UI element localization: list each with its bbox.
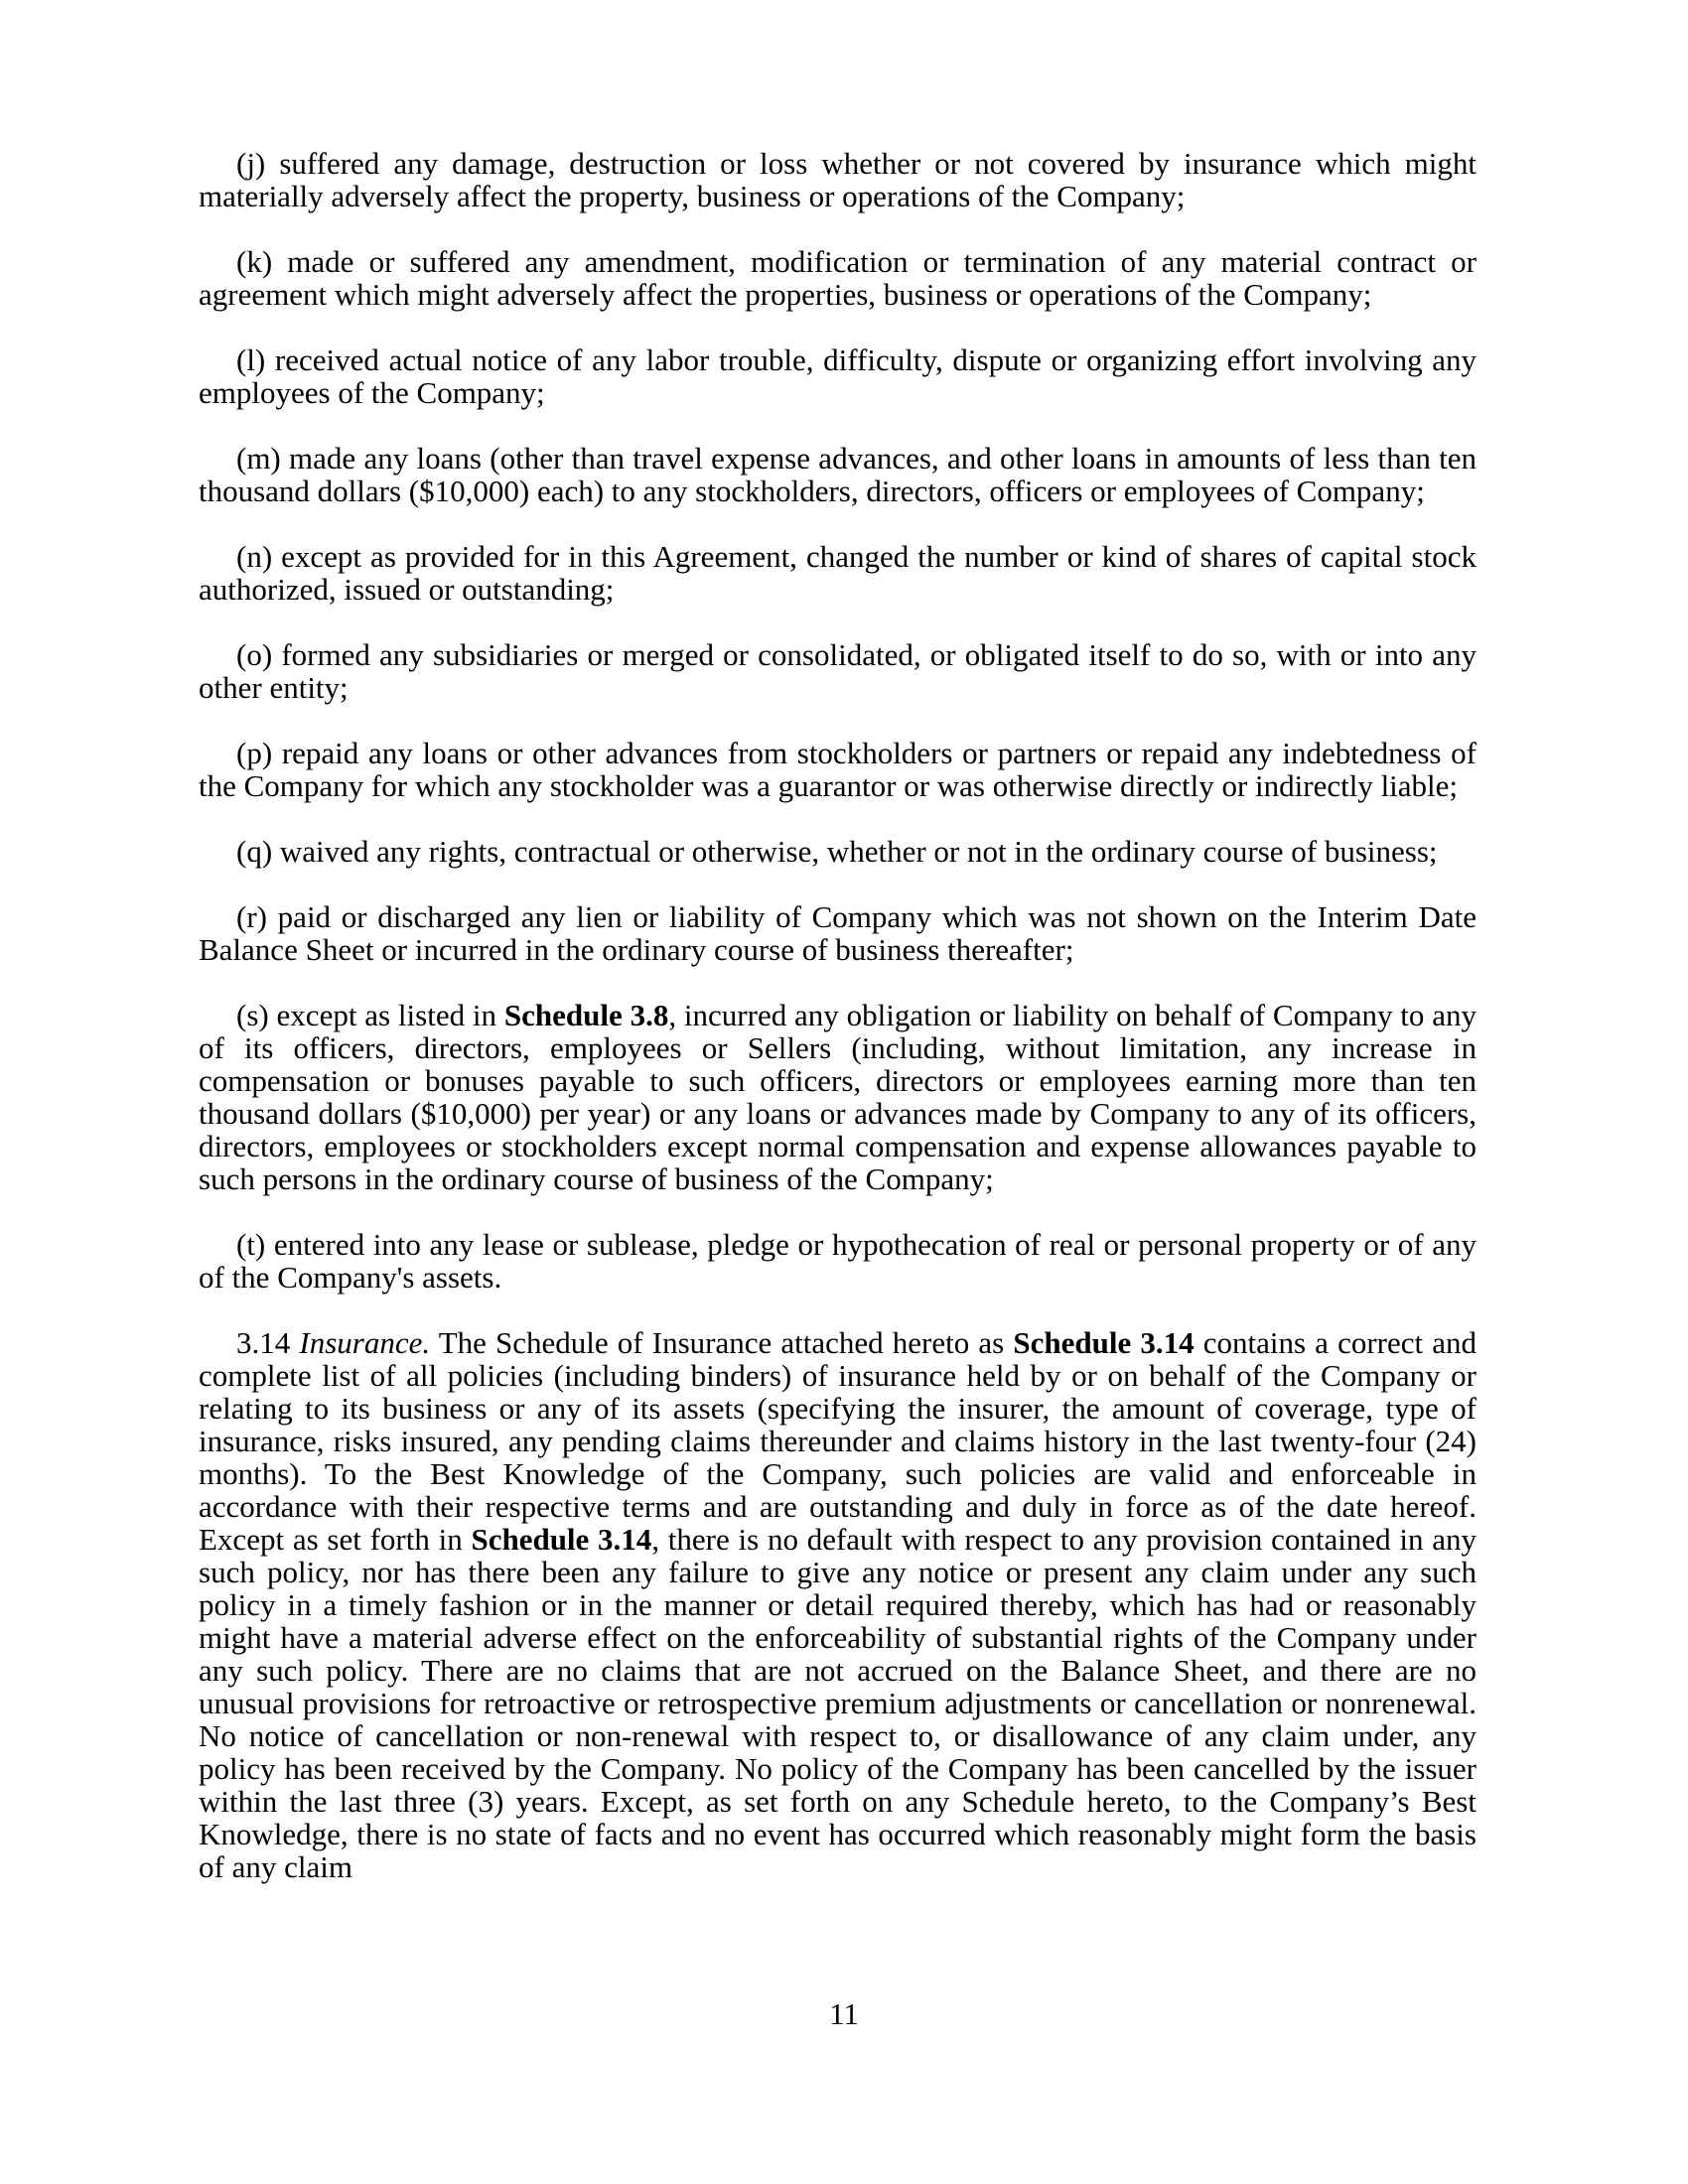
paragraph-j: (j) suffered any damage, destruction or loss whether or not covered by insurance which might materially adversely affect the property, business or operations of the Company; bbox=[199, 146, 1477, 213]
paragraph-k: (k) made or suffered any amendment, modification or termination of any material contract or agreement which might adversely affect the properties, business or operations of the Company; bbox=[199, 244, 1477, 312]
paragraph-s-text-1: (s) except as listed in bbox=[236, 998, 504, 1032]
schedule-3-8-reference: Schedule 3.8 bbox=[503, 998, 669, 1032]
section-number: 3.14 bbox=[236, 1325, 300, 1360]
paragraph-s bbox=[199, 999, 1477, 1195]
paragraph-o: (o) formed any subsidiaries or merged or consolidated, or obligated itself to do so, with or into any other entity; bbox=[199, 637, 1477, 705]
section-heading: Insurance. bbox=[299, 1325, 431, 1360]
paragraph-m: (m) made any loans (other than travel expense advances, and other loans in amounts of less than ten thousand dollars ($10,000) each) to any stockholders, directors, officers or employees of Company; bbox=[199, 441, 1477, 508]
insurance-text-1: The Schedule of Insurance attached hereto as bbox=[430, 1325, 1014, 1360]
insurance-text-3: , there is no default with respect to any provision contained in any such policy, nor has there been any failure to give any notice or present any claim under any such policy in a timely fashion or in the manner or detail required thereby, which has had or reasonably might have a material adverse effect on the enforceability of substantial rights of the Company under any such policy. There are no claims that are not accrued on the Balance Sheet, and there are no unusual provisions for retroactive or retrospective premium adjustments or cancellation or nonrenewal. No notice of cancellation or non-renewal with respect to, or disallowance of any claim under, any policy has been received by the Company. No policy of the Company has been cancelled by the issuer within the last three (3) years. Except, as set forth on any Schedule hereto, to the Company’s Best Knowledge, there is no state of facts and no event has occurred which reasonably might form the basis of any claim bbox=[199, 1522, 1477, 1884]
document-page bbox=[199, 147, 1477, 1916]
paragraph-s-text-2: , incurred any obligation or liability on behalf of Company to any of its officers, directors, employees or Sellers (including, without limitation, any increase in compensation or bonuses payable to such officers, directors or employees earning more than ten thousand dollars ($10,000) per year) or any loans or advances made by Company to any of its officers, directors, employees or stockholders except normal compensation and expense allowances payable to such persons in the ordinary course of business of the Company; bbox=[199, 998, 1477, 1196]
paragraph-q: (q) waived any rights, contractual or otherwise, whether or not in the ordinary course of business; bbox=[236, 834, 1438, 869]
paragraph-n: (n) except as provided for in this Agreement, changed the number or kind of shares of capital stock authorized, issued or outstanding; bbox=[199, 539, 1477, 607]
schedule-3-14-reference: Schedule 3.14 bbox=[1013, 1325, 1195, 1360]
paragraph-p: (p) repaid any loans or other advances from stockholders or partners or repaid any indebtedness of the Company for which any stockholder was a guarantor or was otherwise directly or indirectly liable; bbox=[199, 736, 1477, 803]
paragraph-r: (r) paid or discharged any lien or liability of Company which was not shown on the Interim Date Balance Sheet or incurred in the ordinary course of business thereafter; bbox=[199, 899, 1477, 967]
schedule-3-14-reference-2: Schedule 3.14 bbox=[471, 1522, 652, 1557]
insurance-text-2: contains a correct and complete list of all policies (including binders) of insurance held by or on behalf of the Company or relating to its business or any of its assets (specifying the insurer, the amount of coverage, type of insurance, risks insured, any pending claims thereunder and claims history in the last twenty-four (24) months). To the Best Knowledge of the Company, such policies are valid and enforceable in accordance with their respective terms and are outstanding and duly in force as of the date hereof. Except as set forth in bbox=[199, 1325, 1477, 1557]
paragraph-l: (l) received actual notice of any labor trouble, difficulty, dispute or organizing effort involving any employees of the Company; bbox=[199, 342, 1477, 410]
section-3-14-insurance bbox=[199, 1326, 1477, 1883]
page-number: 11 bbox=[829, 1996, 859, 2031]
paragraph-t: (t) entered into any lease or sublease, pledge or hypothecation of real or personal property or of any of the Company's assets. bbox=[199, 1227, 1477, 1295]
